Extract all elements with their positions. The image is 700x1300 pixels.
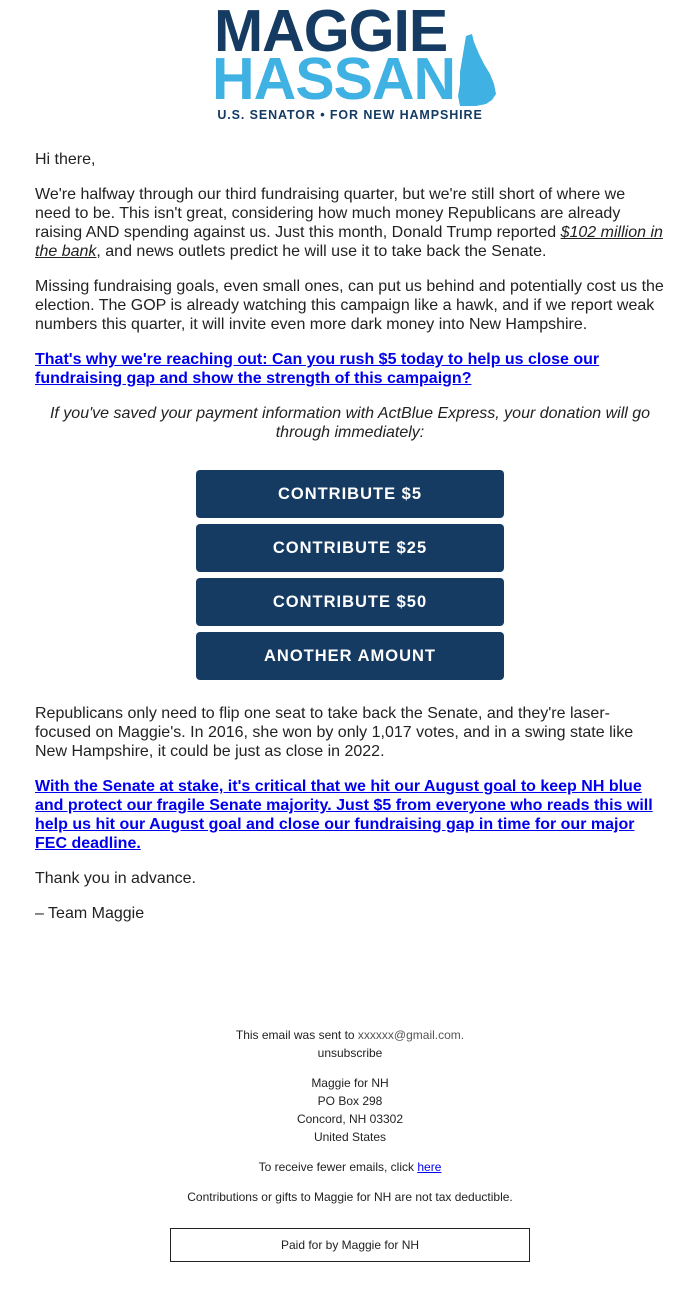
sent-to-prefix: This email was sent to: [235, 1028, 358, 1042]
contribute-25-button[interactable]: CONTRIBUTE $25: [196, 524, 504, 572]
thanks-text: Thank you in advance.: [35, 870, 196, 887]
paragraph-3: Republicans only need to flip one seat to take back the Senate, and they're laser-focused on Maggie's. In 2016, she won by only 1,017 votes, and in a swing state like New Hampshire, it could be just as close in 2022.: [35, 705, 634, 760]
address-country: United States: [313, 1130, 387, 1144]
address-line-2: Concord, NH 03302: [296, 1112, 404, 1126]
email-header: [0, 0, 700, 130]
sent-to-line: [0, 1026, 700, 1044]
logo-last-name: HASSAN: [212, 46, 456, 112]
fewer-emails-prefix: To receive fewer emails, click: [258, 1160, 418, 1174]
tax-note: Contributions or gifts to Maggie for NH are not tax deductible.: [187, 1190, 513, 1204]
paragraph-2: Missing fundraising goals, even small ones, can put us behind and potentially cost us the election. The GOP is already watching this campaign like a hawk, and if we report weak numbers this quarter, it will invite even more dark money into New Hampshire.: [35, 278, 664, 333]
email-body: [35, 150, 665, 939]
cta-link-2[interactable]: With the Senate at stake, it's critical that we hit our August goal to keep NH blue and protect our fragile Senate majority. Just $5 from everyone who reads this will help us hit our August goal and close our fundraising gap in time for our major FEC deadline.: [35, 778, 653, 852]
fewer-emails-line: [0, 1158, 700, 1176]
paragraph-1: [35, 185, 665, 261]
contribute-buttons: [35, 470, 665, 680]
cta-link-1[interactable]: That's why we're reaching out: Can you rush $5 today to help us close our fundraising gap and show the strength of this campaign?: [35, 351, 600, 387]
trump-bank-link[interactable]: $102 million in the bank: [35, 224, 663, 260]
paid-for-box: Paid for by Maggie for NH: [170, 1228, 530, 1262]
sent-to-email: xxxxxx@gmail.com.: [357, 1028, 465, 1042]
another-amount-button[interactable]: ANOTHER AMOUNT: [196, 632, 504, 680]
logo-first-name: MAGGIE: [214, 0, 448, 64]
org-name: Maggie for NH: [311, 1076, 389, 1090]
contribute-50-button[interactable]: CONTRIBUTE $50: [196, 578, 504, 626]
signoff-text: – Team Maggie: [35, 905, 145, 922]
campaign-logo[interactable]: [210, 0, 490, 124]
fewer-emails-link[interactable]: here: [417, 1160, 442, 1174]
paragraph-1-text-a: We're halfway through our third fundraising quarter, but we're still short of where we need to be. This isn't great, considering how much money Republicans are already raising AND spending against us. Just this month, Donald Trump reported: [35, 186, 626, 241]
actblue-note: If you've saved your payment information with ActBlue Express, your donation will go through immediately:: [49, 405, 651, 441]
unsubscribe-link[interactable]: unsubscribe: [317, 1046, 383, 1060]
greeting: Hi there,: [35, 151, 96, 168]
email-footer: [0, 1026, 700, 1262]
paragraph-1-text-b: , and news outlets predict he will use it to take back the Senate.: [96, 243, 547, 260]
logo-tagline: U.S. SENATOR • FOR NEW HAMPSHIRE: [217, 108, 483, 122]
address-line-1: PO Box 298: [317, 1094, 383, 1108]
contribute-5-button[interactable]: CONTRIBUTE $5: [196, 470, 504, 518]
new-hampshire-state-icon: [446, 34, 498, 108]
